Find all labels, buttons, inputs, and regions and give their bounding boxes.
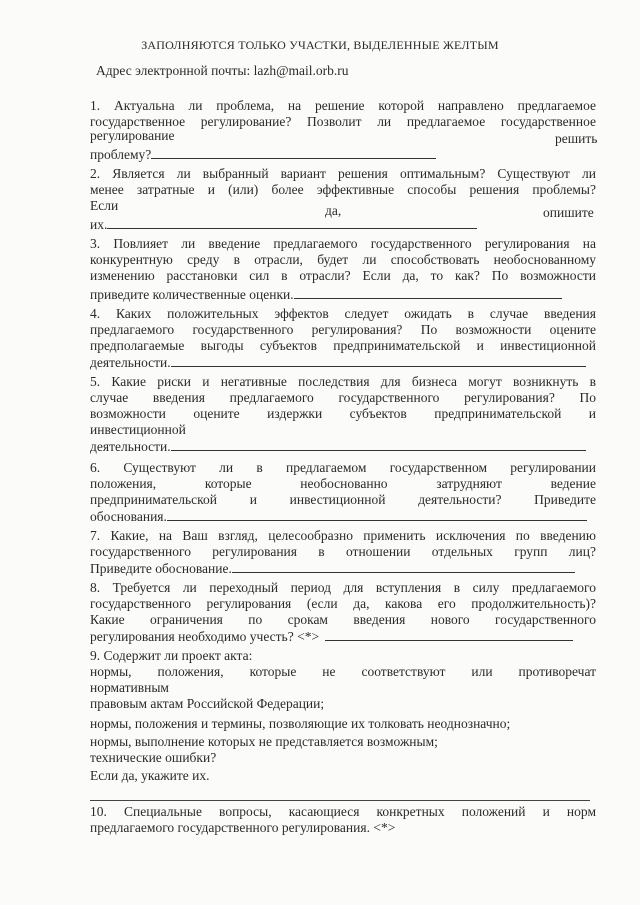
page-header: ЗАПОЛНЯЮТСЯ ТОЛЬКО УЧАСТКИ, ВЫДЕЛЕННЫЕ ЖЕЛТЫМ [141, 38, 499, 52]
question-line: государственного регулирования в отношении отдельных групп лиц? [90, 544, 596, 559]
question-line: 3. Повлияет ли введение предлагаемого государственного регулирования на [90, 236, 596, 251]
answer-field[interactable] [294, 286, 562, 299]
question-line: менее затратные и (или) более эффективные способы решения проблемы? [90, 182, 596, 197]
answer-field[interactable] [107, 216, 477, 229]
question-line: деятельности. [90, 438, 586, 455]
answer-field[interactable] [171, 438, 586, 451]
question-line: Какие ограничения по срокам введения нового государственного [90, 612, 596, 627]
question-line: 10. Специальные вопросы, касающиеся конкретных положений и норм [90, 804, 596, 819]
question-line: положения, которые необоснованно затрудняют ведение [90, 476, 596, 491]
question-line: предпринимательской и инвестиционной деятельности? Приведите [90, 492, 596, 507]
answer-field[interactable] [151, 146, 436, 159]
question-line: обоснования. [90, 508, 587, 525]
question-line: нормативным [90, 680, 169, 695]
question-line: предполагаемые выгоды субъектов предпринимательской и инвестиционной [90, 338, 596, 353]
question-line: конкурентную среду в отрасли, будет ли способствовать необоснованному [90, 252, 596, 267]
answer-field[interactable] [167, 508, 587, 521]
question-line: 6. Существуют ли в предлагаемом государственном регулировании [90, 460, 596, 475]
question-line: государственного регулирования (если да, какова его продолжительность)? [90, 596, 596, 611]
answer-field[interactable] [232, 560, 575, 573]
question-line: нормы, выполнение которых не представляется возможным; [90, 734, 438, 749]
question-line: приведите количественные оценки. [90, 286, 562, 303]
question-line: да, [325, 203, 342, 218]
question-line: нормы, положения, которые не соответствуют или противоречат [90, 664, 596, 679]
question-line: случае введения предлагаемого государственного регулирования? По [90, 390, 596, 405]
question-line: 9. Содержит ли проект акта: [90, 648, 253, 663]
question-line: Если да, укажите их. [90, 768, 210, 783]
question-line: предлагаемого государственного регулирования. <*> [90, 820, 396, 835]
question-line: регулирования необходимо учесть? <*> [90, 628, 573, 645]
question-line: государственное регулирование? Позволит ли предлагаемое государственное [90, 114, 596, 129]
question-line: инвестиционной [90, 422, 186, 437]
question-line: технические ошибки? [90, 750, 217, 765]
question-line: проблему? [90, 146, 436, 163]
question-line: 2. Является ли выбранный вариант решения оптимальным? Существуют ли [90, 166, 596, 181]
question-line: предлагаемого государственного регулирования? По возможности оцените [90, 322, 596, 337]
email-line: Адрес электронной почты: lazh@mail.orb.ru [96, 63, 349, 78]
question-line: Приведите обоснование. [90, 560, 575, 577]
question-line: 7. Какие, на Ваш взгляд, целесообразно применить исключения по введению [90, 528, 596, 543]
question-line: правовым актам Российской Федерации; [90, 696, 325, 711]
question-line: опишите [543, 205, 594, 220]
question-line: деятельности. [90, 354, 586, 371]
question-line: регулирование [90, 128, 175, 143]
question-line: возможности оцените издержки субъектов предпринимательской и [90, 406, 596, 421]
question-line: изменению расстановки сил в отрасли? Если да, то как? По возможности [90, 268, 596, 283]
answer-field[interactable] [325, 628, 573, 641]
question-line: 4. Каких положительных эффектов следует ожидать в случае введения [90, 306, 596, 321]
question-line: 1. Актуальна ли проблема, на решение которой направлено предлагаемое [90, 98, 596, 113]
question-line: решить [555, 131, 598, 146]
answer-field[interactable] [90, 800, 590, 801]
question-line: 8. Требуется ли переходный период для вступления в силу предлагаемого [90, 580, 596, 595]
question-line: 5. Какие риски и негативные последствия для бизнеса могут возникнуть в [90, 374, 596, 389]
question-line: Если [90, 198, 119, 213]
answer-field[interactable] [171, 354, 586, 367]
question-line: нормы, положения и термины, позволяющие их толковать неоднозначно; [90, 716, 511, 731]
question-line: их. [90, 216, 477, 233]
